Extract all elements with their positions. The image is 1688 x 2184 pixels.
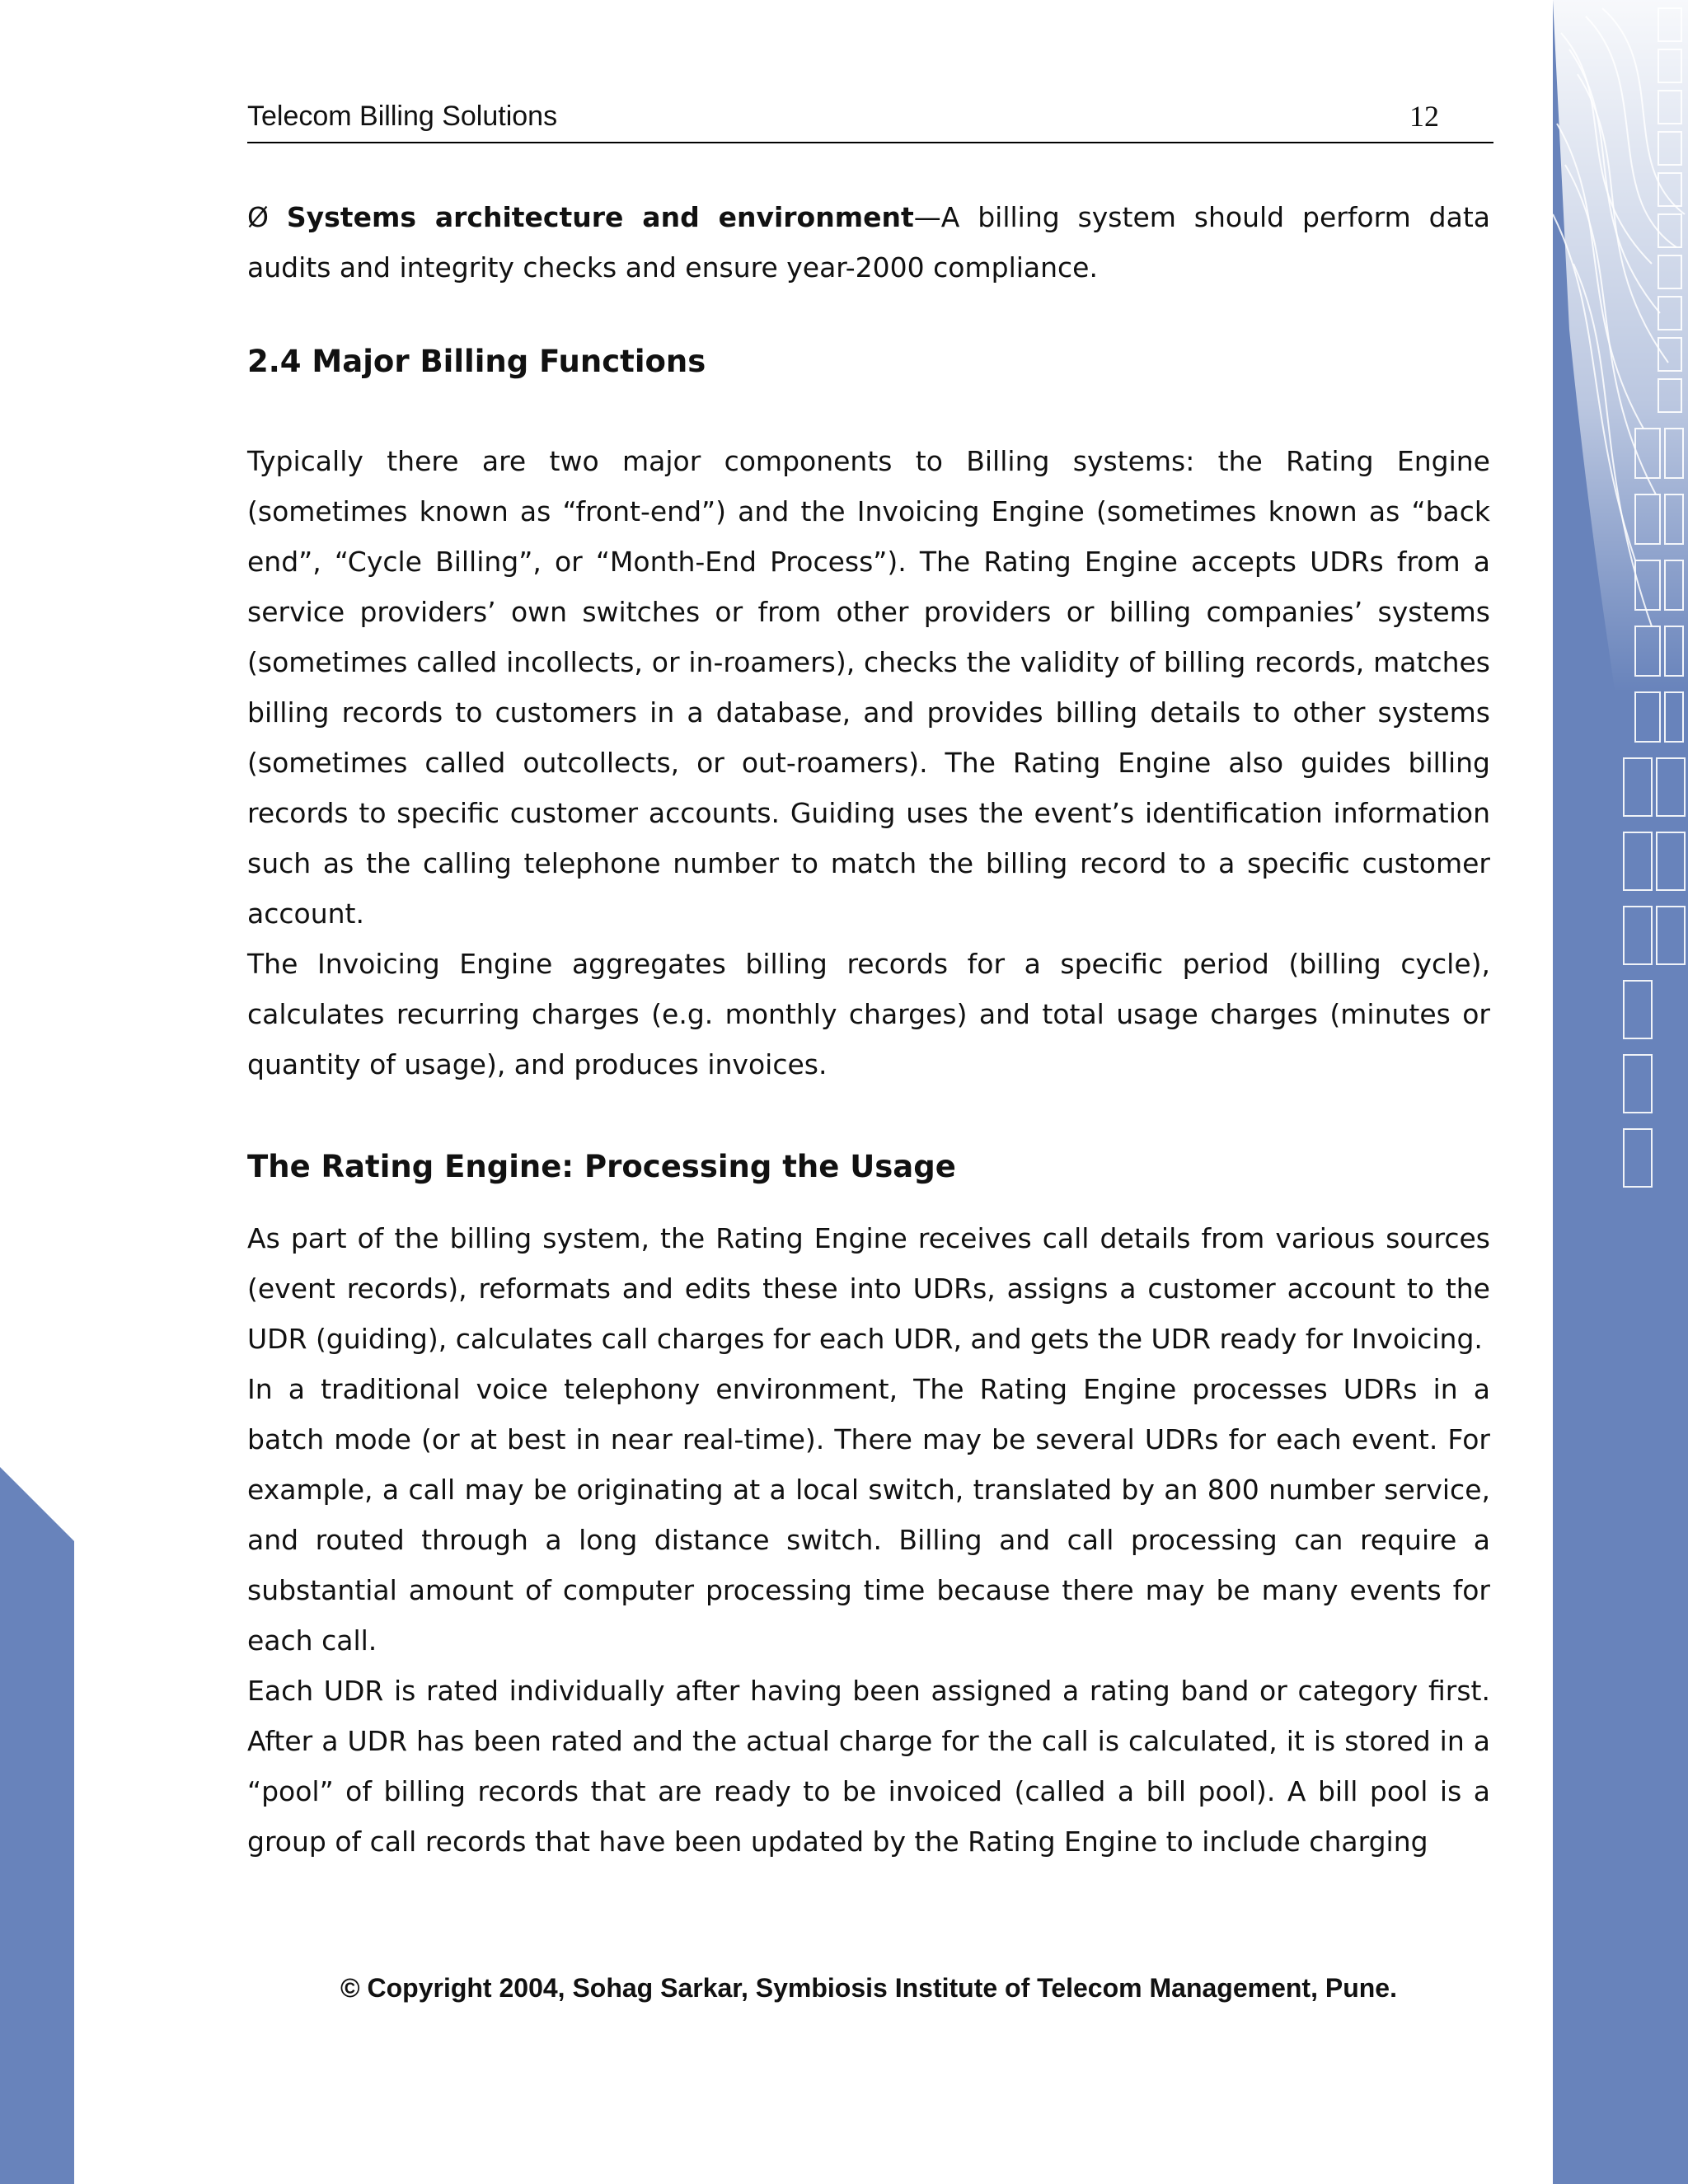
paragraph: In a traditional voice telephony environment, The Rating Engine processes UDRs in a batch mode (or at best in near real-time). There may be several UDRs for each event. For example, a call may be originating at a local switch, translated by an 800 number service, and routed through a long distance switch. Billing and call processing can require a substantial amount of computer processing time because there may be many events for each call. [247, 1373, 1490, 1657]
bullet-text: —A billing system should perform data audits and integrity checks and ensure year-2000 compliance. [247, 201, 1490, 284]
bullet-item [247, 192, 1490, 293]
paragraph: Each UDR is rated individually after having been assigned a rating band or category first. After a UDR has been rated and the actual charge for the call is calculated, it is stored in a “pool” of billing records that are ready to be invoiced (called a bill pool). A bill pool is a group of call records that have been updated by the Rating Engine to include charging [247, 1675, 1490, 1858]
bullet-term: Systems architecture and environment [286, 201, 914, 233]
page-number: 12 [1409, 100, 1439, 133]
section-heading-rating-engine: The Rating Engine: Processing the Usage [247, 1149, 956, 1184]
paragraph: As part of the billing system, the Rating Engine receives call details from various sources (event records), reformats and edits these into UDRs, assigns a customer account to the UDR (guiding), calculates call charges for each UDR, and gets the UDR ready for Invoicing. [247, 1222, 1490, 1355]
copyright-footer: © Copyright 2004, Sohag Sarkar, Symbiosis Institute of Telecom Management, Pune. [340, 1973, 1397, 2003]
section-heading-major-billing: 2.4 Major Billing Functions [247, 344, 706, 379]
decorative-left-band [0, 0, 74, 2184]
paragraph: The Invoicing Engine aggregates billing records for a specific period (billing cycle), calculates recurring charges (e.g. monthly charges) and total usage charges (minutes or quantity of usage), and produces invoices. [247, 948, 1490, 1080]
document-body [247, 192, 1490, 1867]
header-title: Telecom Billing Solutions [247, 101, 558, 132]
bullet-arrow-icon: Ø [247, 201, 269, 233]
wave-pattern-graphic [1553, 0, 1688, 2184]
decorative-right-band [1553, 0, 1688, 2184]
page-header [247, 97, 1493, 143]
paragraph: Typically there are two major components to Billing systems: the Rating Engine (sometimes known as “front-end”) and the Invoicing Engine (sometimes known as “back end”, “Cycle Billing”, or “Month-End Process”). The Rating Engine accepts UDRs from a service providers’ own switches or from other providers or billing companies’ systems (sometimes called incollects, or in-roamers), checks the validity of billing records, matches billing records to customers in a database, and provides billing details to other systems (sometimes called outcollects, or out-roamers). The Rating Engine also guides billing records to specific customer accounts. Guiding uses the event’s identification information such as the calling telephone number to match the billing record to a specific customer account. [247, 445, 1490, 930]
